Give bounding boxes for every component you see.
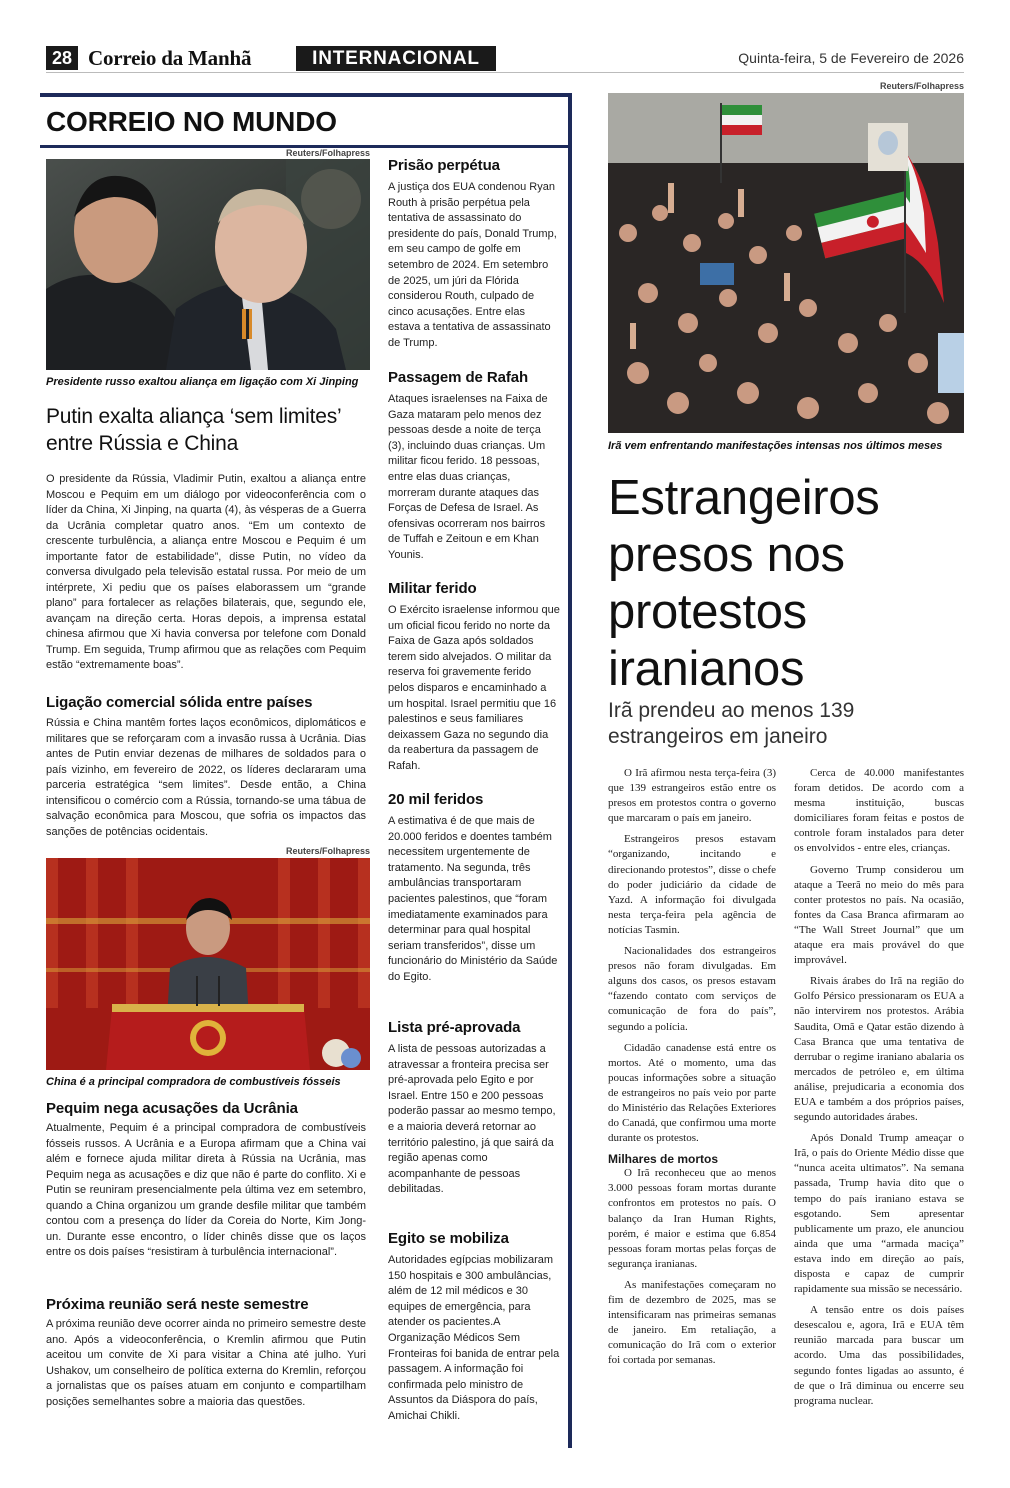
photo-credit: Reuters/Folhapress	[879, 81, 964, 91]
story-body: A próxima reunião deve ocorrer ainda no primeiro semestre deste ano. Após a videoconferência, o Kremlin afirmou que Putin aceitou um convite de Xi para visitar a China até julho. Yuri Ushakov, um conselheiro de política externa do Kremlin, reforçou a jornalistas que os países atuam em conjunto e compartilham posições semelhantes sobre a maioria das questões.	[46, 1318, 366, 1408]
paragraph: A tensão entre os dois países desescalou e, agora, Irã e EUA têm reunião marcada para buscar um acordo. Uma das possibilidades, segundo fontes ligadas ao assunto, é de que o Irã diminua ou encerre seu programa nuclear.	[794, 1304, 964, 1407]
paragraph: Cidadão canadense está entre os mortos. Até o momento, uma das poucas informações sobre a situação de estrangeiros no país veio por parte do Ministério das Relações Exteriores do Canadá, que confirmou uma morte durante os protestos.	[608, 1041, 776, 1145]
article-subhead: Milhares de mortos	[608, 1152, 719, 1167]
iran-protest-photo	[608, 93, 964, 433]
brief-title: Militar ferido	[388, 580, 477, 597]
paragraph: Governo Trump considerou um ataque a Teerã no meio do mês para conter protestos no país. Na ocasião, fontes da Casa Branca afirmaram ao “The Wall Street Journal” que um ataque era mais provável do que improvável.	[794, 863, 964, 967]
photo-caption: Irã vem enfrentando manifestações intensas nos últimos meses	[608, 440, 943, 452]
page-number: 28	[46, 46, 78, 70]
story-body: Rússia e China mantêm fortes laços econômicos, diplomáticos e militares que se reforçaram com a invasão russa à Ucrânia. Dias antes de Putin enviar dezenas de milhares de soldados para o país vizinho, em fevereiro de 2022, os líderes declararam uma parceria estratégica “sem limites”. Desde então, a China intensificou o comércio com a Rússia, tornando-se uma tábua de salvação econômica para Moscou, que sofria os impactos das sanções de potências ocidentais.	[46, 717, 366, 838]
column-frame-top	[40, 93, 572, 97]
paragraph: Rivais árabes do Irã na região do Golfo Pérsico pressionaram os EUA a não intervirem nos protestos. Arábia Saudita, Omã e Qatar estão dizendo à Casa Branca que uma tentativa de derrubar o regime iraniano abalaria os mercados de petróleo e, em última análise, prejudicaria a economia dos EUA e também a dos próprios países, segundo autoridades árabes.	[794, 975, 964, 1124]
brief-text: O Exército israelense informou que um oficial ficou ferido no norte da Faixa de Gaza após soldados terem sido alvejados. O militar da reserva foi gravemente ferido pelos disparos e encaminhado a um hospital. Israel permitiu que 16 palestinos e seus familiares deixassem Gaza no segundo dia da reabertura da passagem de Rafah.	[388, 604, 560, 772]
brief-title: Lista pré-aprovada	[388, 1019, 521, 1036]
newspaper-logo: Correio da Manhã	[88, 46, 252, 70]
brief-text: A justiça dos EUA condenou Ryan Routh à prisão perpétua pela tentativa de assassinato do presidente do país, Donald Trump, em seu campo de golfe em setembro de 2024. Em setembro de 2025, um júri da Flórida considerou Routh, culpado de cinco acusações. Entre elas estava a tentativa de assassinato de Trump.	[388, 181, 557, 349]
paragraph: Cerca de 40.000 manifestantes foram detidos. De acordo com a mesma instituição, buscas domiciliares foram feitas e postos de controle foram instalados para deter os envolvidos - entre eles, crianças.	[794, 767, 964, 855]
section-kicker: CORREIO NO MUNDO	[46, 106, 337, 137]
story-headline: Putin exalta aliança ‘sem limites’ entre Rússia e China	[46, 405, 341, 455]
paragraph: Estrangeiros presos estavam “organizando, incitando e direcionando protestos”, disse o chefe do poder judiciário da cidade de Yazd. A informação foi divulgada nesta terça-feira pela agência de notícias Tasmin.	[608, 833, 776, 936]
brief-title: 20 mil feridos	[388, 791, 484, 808]
column-frame-right	[568, 93, 572, 1448]
story-body: Atualmente, Pequim é a principal compradora de combustíveis fósseis russos. A Ucrânia e a Europa afirmam que a China vai além e fornece ajuda militar direta à Rússia na Ucrânia, mas Pequim nega as acusações e diz que não é parte do conflito. Xi e Putin se reuniram presencialmente pela última vez em setembro, quando a China organizou um grande desfile militar que também contou com a presença do líder da Coreia do Norte, Kim Jong-un. Durante esse encontro, o líder chinês disse que os laços entre os dois países “resistiram à turbulência internacional”.	[46, 1122, 366, 1258]
brief-text: A lista de pessoas autorizadas a atravessar a fronteira precisa ser pré-aprovada pelo Egito e por Israel. Entre 150 e 200 pessoas poderão passar ao mesmo tempo, e a maioria deverá retornar ao território palestino, já que sairá da região apenas como acompanhante de pessoas debilitadas.	[388, 1043, 556, 1196]
photo-credit: Reuters/Folhapress	[285, 148, 370, 158]
issue-date: Quinta-feira, 5 de Fevereiro de 2026	[738, 50, 964, 66]
photo-credit: Reuters/Folhapress	[285, 846, 370, 856]
main-deck: Irã prendeu ao menos 139 estrangeiros em janeiro	[608, 699, 855, 748]
iran-article-col2	[794, 766, 964, 1415]
brief-title: Passagem de Rafah	[388, 369, 529, 386]
photo-caption: China é a principal compradora de combustíveis fósseis	[46, 1076, 341, 1088]
brief-text: Ataques israelenses na Faixa de Gaza mataram pelo menos dez pessoas desde a noite de terça (3), incluindo duas crianças. Um militar ficou ferido. 18 pessoas, entre elas duas crianças, morreram durante ataques das Forças de Defesa de Israel. As ofensivas ocorreram nos bairros de Tuffah e Zeitoun e em Khan Younis.	[388, 393, 548, 561]
story-subhead: Ligação comercial sólida entre países	[46, 694, 313, 711]
putin-xi-photo	[46, 159, 370, 370]
story-subhead: Pequim nega acusações da Ucrânia	[46, 1100, 298, 1117]
paragraph: As manifestações começaram no fim de dezembro de 2025, mas se intensificaram nas primeiras semanas de janeiro. Em retaliação, a comunicação do Irã com o exterior foi cortada por semanas.	[608, 1278, 776, 1367]
paragraph: O Irã afirmou nesta terça-feira (3) que 139 estrangeiros estão entre os presos em protestos contra o governo que marcaram o país em janeiro.	[608, 767, 776, 825]
brief-title: Egito se mobiliza	[388, 1230, 509, 1247]
paragraph: Após Donald Trump ameaçar o Irã, o país do Oriente Médio disse que “nunca aceita ultimatos”. Na semana passada, Trump havia dito que o tempo do país iraniano estava se esgotando. Sem apresentar publicamente um prazo, ele anunciou ainda que uma “armada maciça” estava indo em direção ao país, disposta e capaz de cumprir rapidamente sua missão se necessário.	[794, 1132, 964, 1296]
paragraph: Nacionalidades dos estrangeiros presos não foram divulgadas. Em alguns dos casos, os presos estavam “fazendo contato com serviços de comunicação de fora do país”, segundo a polícia.	[608, 945, 776, 1033]
story-body: O presidente da Rússia, Vladimir Putin, exaltou a aliança entre Moscou e Pequim em um diálogo por videoconferência com o líder da China, Xi Jinping, na quarta (4), às vésperas de a Guerra da Ucrânia completar quatro anos. “Em um contexto de crescente turbulência, a aliança entre Moscou e Pequim é um importante fator de estabilidade”, disse Putin, no vídeo da conversa divulgado pela televisão estatal russa. Por meio de um intérprete, Xi pediu que os países elaborassem um “grande plano” para fortalecer as relações bilaterais, que, segundo ele, avançam na direção certa. Horas depois, a imprensa estatal chinesa afirmou que Xi havia conversa por telefone com Donald Trump. Em seguida, Trump afirmou que as relações com Pequim estão “extremamente boas”.	[46, 473, 366, 671]
brief-text: A estimativa é de que mais de 20.000 feridos e doentes também necessitem urgentemente de tratamento. Na segunda, três ambulâncias transportaram pacientes palestinos, que “foram imediatamente examinados para determinar para qual hospital seriam transferidos”, disse um funcionário do Ministério da Saúde do Egito.	[388, 815, 558, 983]
brief-text: Autoridades egípcias mobilizaram 150 hospitais e 300 ambulâncias, além de 12 mil médicos e 30 equipes de emergência, para atender os pacientes.A Organização Médicos Sem Fronteiras foi banida de entrar pela passagem. A informação foi confirmada pelo ministro de Assuntos da Diáspora do país, Amichai Chikli.	[388, 1254, 560, 1422]
section-label: INTERNACIONAL	[296, 46, 496, 71]
header-rule	[46, 72, 964, 73]
iran-article-col1	[608, 766, 776, 1374]
main-headline: Estrangeiros presos nos protestos iranianos	[608, 471, 880, 696]
xi-podium-photo	[46, 858, 370, 1070]
photo-caption: Presidente russo exaltou aliança em ligação com Xi Jinping	[46, 376, 359, 388]
paragraph: O Irã reconheceu que ao menos 3.000 pessoas foram mortas durante confrontos em protestos no país. O balanço da Iran Human Rights, porém, é maior e estima que 6.854 pessoas foram mortas pelas forças de segurança iranianas.	[608, 1167, 776, 1270]
story-subhead: Próxima reunião será neste semestre	[46, 1296, 309, 1313]
brief-title: Prisão perpétua	[388, 157, 500, 174]
